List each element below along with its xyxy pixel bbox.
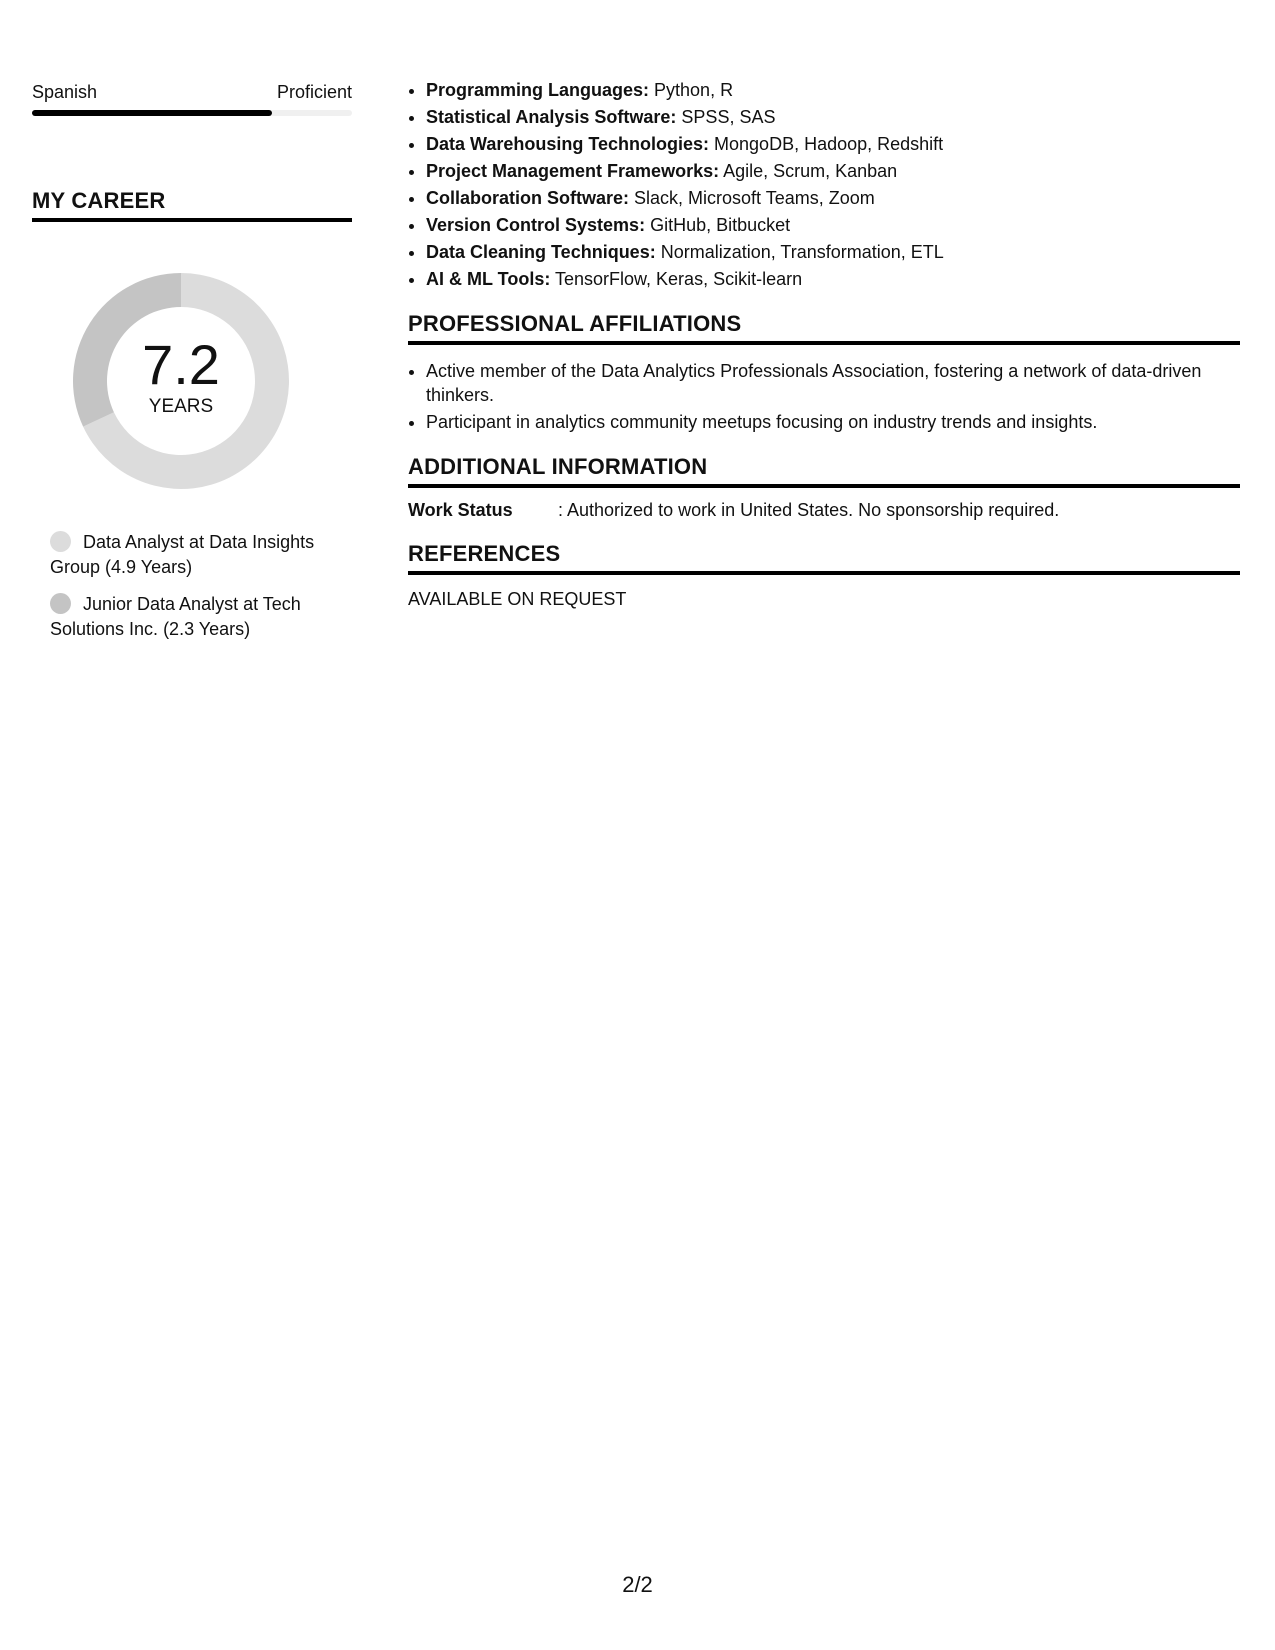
references-text: AVAILABLE ON REQUEST	[408, 589, 627, 609]
skill-value: GitHub, Bitbucket	[645, 215, 791, 235]
career-total-value: 7.2	[142, 333, 220, 396]
legend-dot-icon	[50, 593, 71, 614]
skills-list	[408, 78, 1240, 291]
career-legend-item	[50, 592, 350, 642]
skill-item	[426, 105, 1240, 129]
skill-item	[426, 186, 1240, 210]
skill-label: AI & ML Tools:	[426, 269, 551, 289]
right-column	[408, 78, 1240, 610]
page-number: 2/2	[622, 1572, 653, 1597]
skill-item	[426, 78, 1240, 102]
additional-info-section-title: ADDITIONAL INFORMATION	[408, 454, 1240, 488]
legend-dot-icon	[50, 531, 71, 552]
left-column	[32, 78, 352, 654]
affiliations-section-title: PROFESSIONAL AFFILIATIONS	[408, 311, 1240, 345]
work-status-label: Work Status	[408, 500, 513, 520]
skill-value: Slack, Microsoft Teams, Zoom	[629, 188, 875, 208]
language-progress-track	[32, 110, 352, 116]
career-legend	[50, 530, 350, 642]
skill-value: SPSS, SAS	[676, 107, 776, 127]
language-item	[32, 78, 352, 116]
skill-item	[426, 213, 1240, 237]
language-progress-fill	[32, 110, 272, 116]
skill-label: Data Warehousing Technologies:	[426, 134, 710, 154]
affiliations-list	[408, 359, 1240, 434]
skill-label: Data Cleaning Techniques:	[426, 242, 656, 262]
skill-label: Project Management Frameworks:	[426, 161, 720, 181]
skill-label: Programming Languages:	[426, 80, 650, 100]
career-total-unit: YEARS	[148, 396, 214, 417]
skill-value: MongoDB, Hadoop, Redshift	[709, 134, 944, 154]
skill-label: Collaboration Software:	[426, 188, 630, 208]
affiliation-item: • Active member of the Data Analytics Professionals Association, fostering a network of data-driven thinkers.	[426, 359, 1240, 407]
work-status-value: : Authorized to work in United States. No sponsorship required.	[558, 500, 1060, 520]
donut-center	[66, 266, 296, 496]
career-section-title: MY CAREER	[32, 188, 352, 222]
skill-item	[426, 240, 1240, 264]
work-status-row	[408, 500, 1240, 521]
career-legend-item	[50, 530, 350, 580]
references-section-title: REFERENCES	[408, 541, 1240, 575]
skill-item	[426, 159, 1240, 183]
skill-label: Version Control Systems:	[426, 215, 646, 235]
skill-label: Statistical Analysis Software:	[426, 107, 677, 127]
language-name: Spanish	[32, 81, 98, 102]
skill-value: TensorFlow, Keras, Scikit-learn	[550, 269, 803, 289]
skill-value: Agile, Scrum, Kanban	[719, 161, 898, 181]
career-legend-label: Junior Data Analyst at Tech Solutions Inc. (2.3 Years)	[50, 594, 301, 639]
skill-item	[426, 267, 1240, 291]
career-donut-chart	[66, 266, 296, 496]
language-level: Proficient	[276, 81, 352, 102]
affiliation-item: • Participant in analytics community meetups focusing on industry trends and insights.	[426, 410, 1240, 434]
skill-item	[426, 132, 1240, 156]
skill-value: Python, R	[649, 80, 734, 100]
language-row	[32, 78, 352, 106]
career-legend-label: Data Analyst at Data Insights Group (4.9 Years)	[50, 532, 315, 577]
skill-value: Normalization, Transformation, ETL	[655, 242, 944, 262]
